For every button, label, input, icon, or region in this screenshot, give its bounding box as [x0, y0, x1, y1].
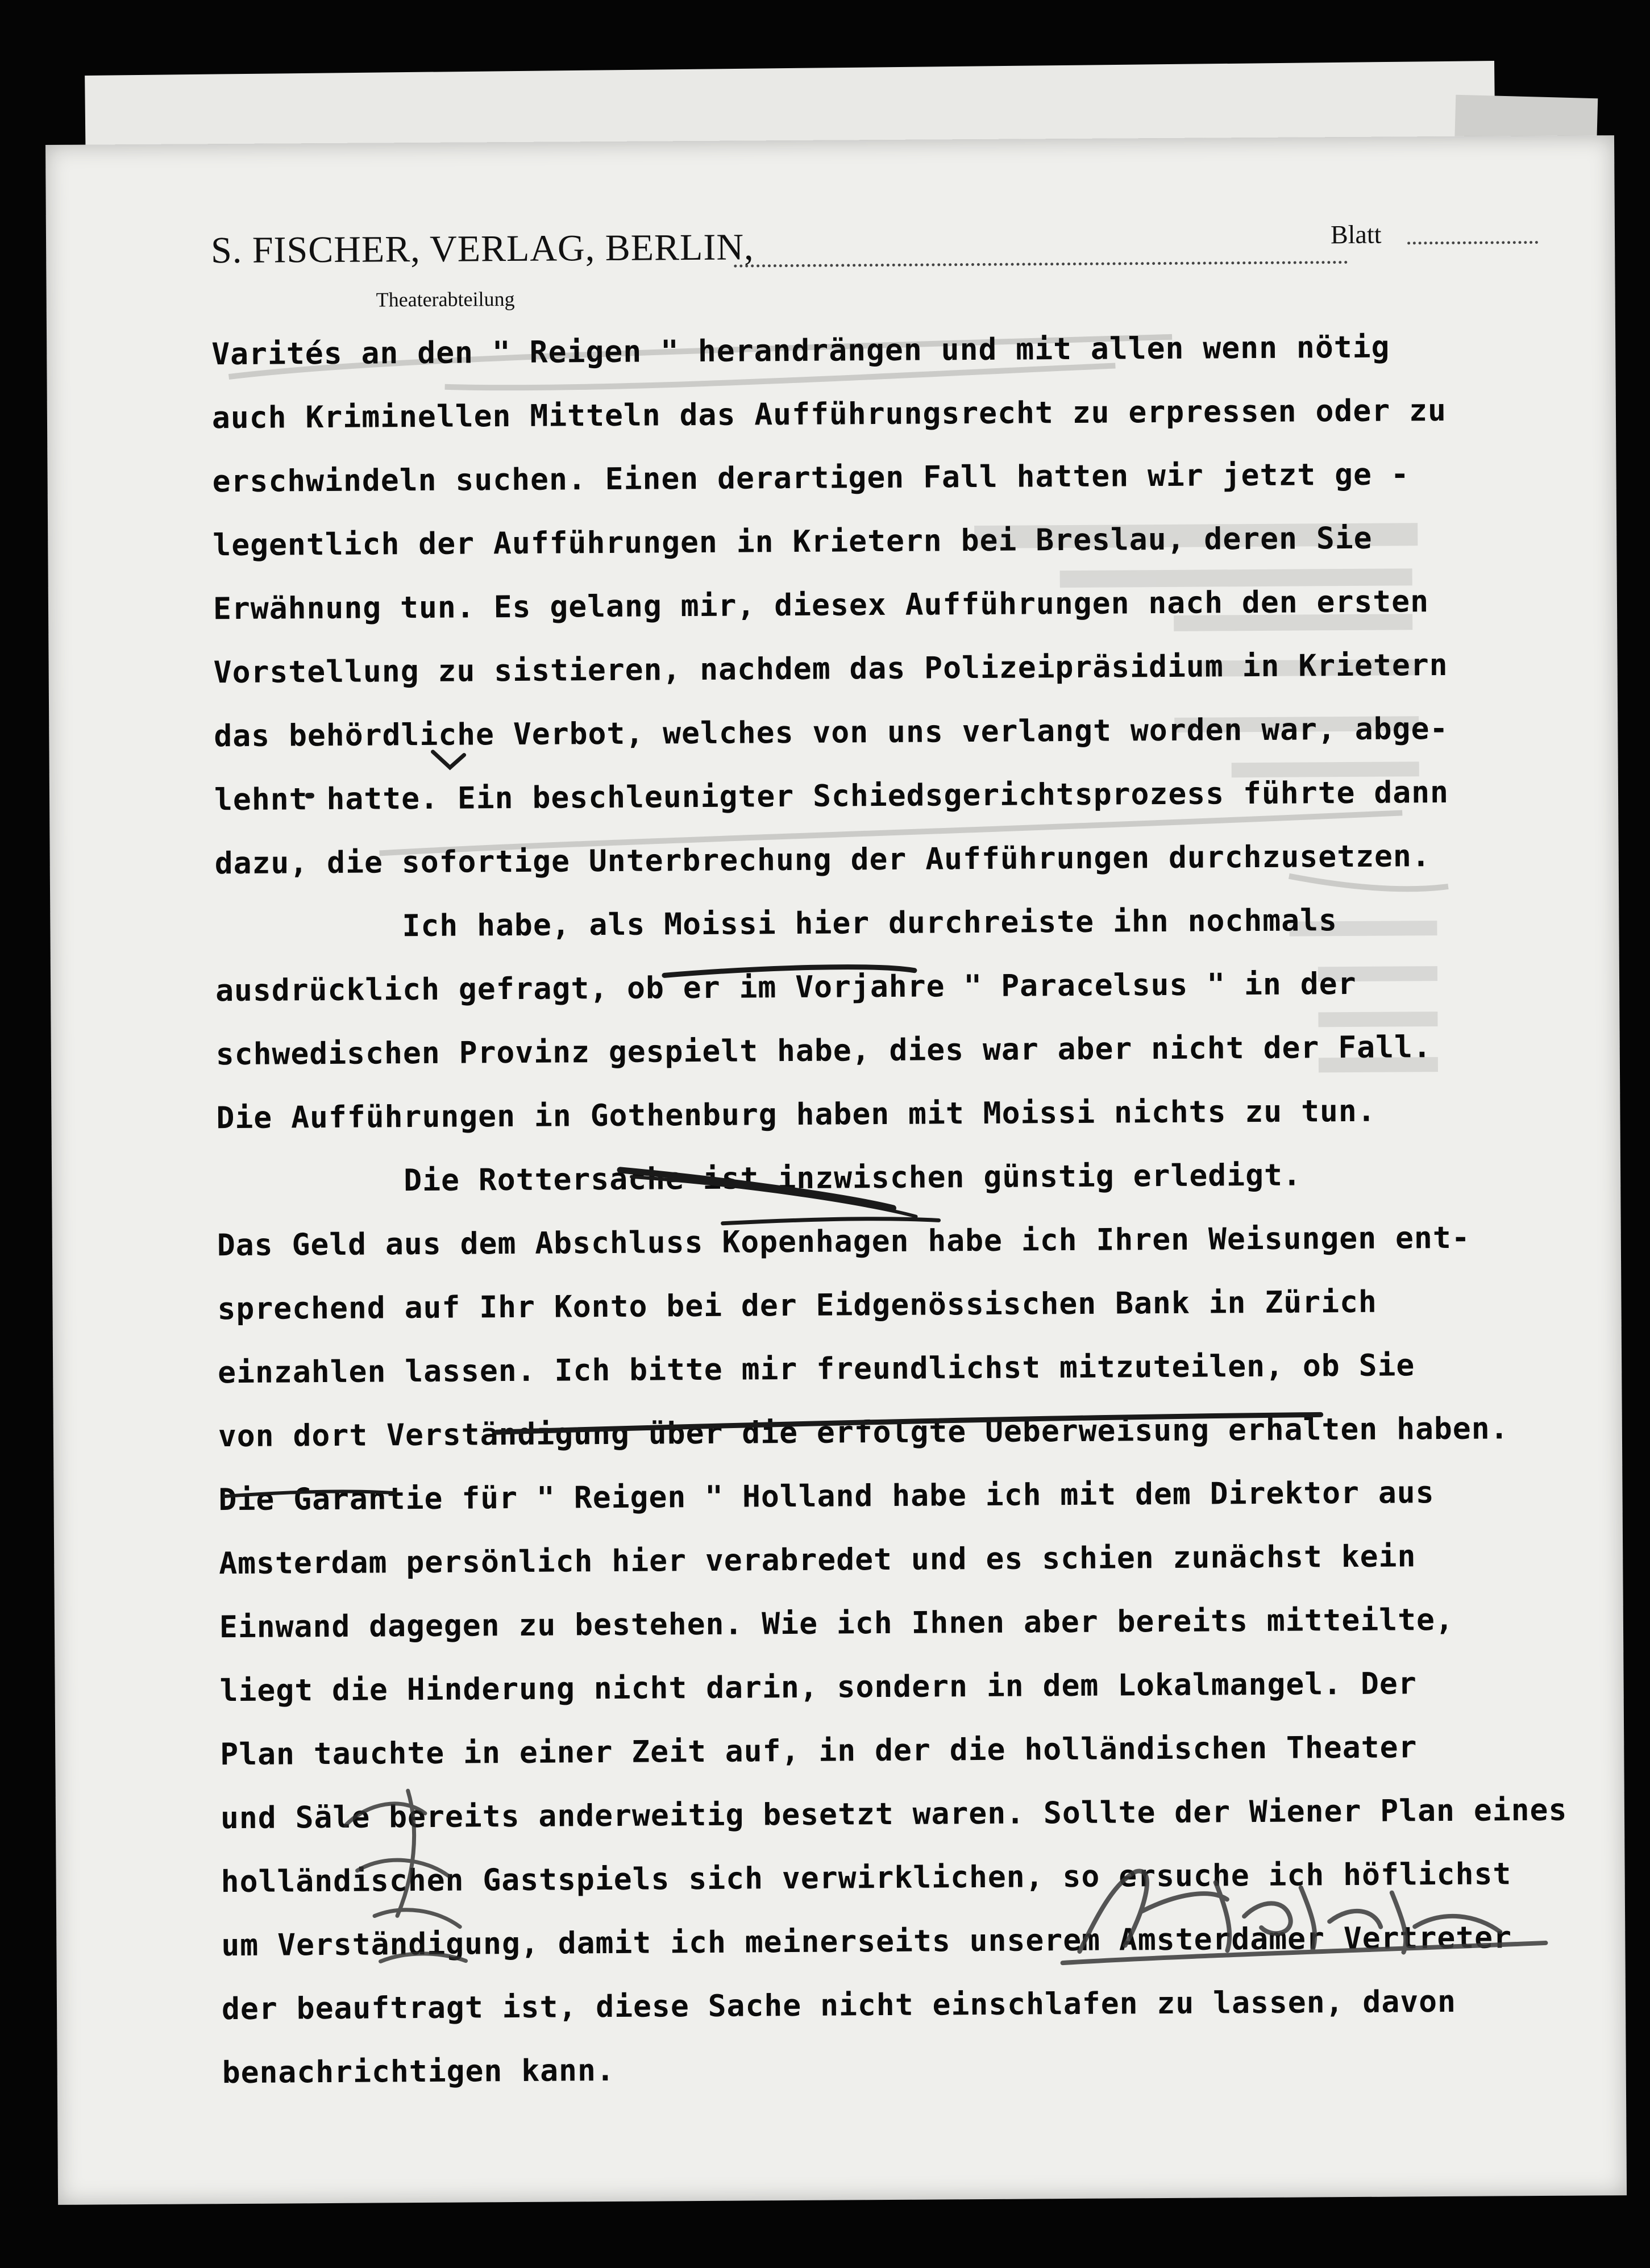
body-line: Die Garantie für " Reigen " Holland habe ich mit dem Direktor aus: [218, 1475, 1435, 1518]
body-line: legentlich der Aufführungen in Krietern bei Breslau, deren Sie: [213, 521, 1373, 563]
department-name: Theaterabteilung: [376, 287, 515, 311]
body-line: erschwindeln suchen. Einen derartigen Fall hatten wir jetzt ge -: [212, 457, 1410, 500]
sheet-label: Blatt: [1330, 219, 1382, 249]
body-line: Die Aufführungen in Gothenburg haben mit Moissi nichts zu tun.: [216, 1093, 1376, 1136]
body-line: von dort Verständigung über die erfolgte Ueberweisung erhalten haben.: [218, 1411, 1509, 1454]
sheet-number-dotted-line: [1407, 241, 1538, 244]
body-line: Vorstellung zu sistieren, nachdem das Polizeipräsidium in Krietern: [213, 647, 1448, 690]
handwritten-signature: [1045, 1846, 1557, 1974]
body-line: lehnt hatte. Ein beschleunigter Schiedsgerichtsprozess führte dann: [214, 775, 1449, 818]
body-line: auch Kriminellen Mitteln das Aufführungsrecht zu erpressen oder zu: [211, 393, 1447, 436]
letter-body: [211, 328, 1604, 2091]
body-line: Varités an den " Reigen " herandrängen und mit allen wenn nötig: [211, 330, 1390, 372]
margin-pencil-scrawl: [323, 1779, 494, 1984]
body-line: dazu, die sofortige Unterbrechung der Aufführungen durchzusetzen.: [214, 839, 1431, 881]
body-line: liegt die Hinderung nicht darin, sondern in dem Lokalmangel. Der: [219, 1666, 1417, 1709]
body-line: ausdrücklich gefragt, ob er im Vorjahre " Paracelsus " in der: [215, 966, 1357, 1009]
body-line: schwedischen Provinz gespielt habe, dies war aber nicht der Fall.: [215, 1030, 1432, 1072]
body-line: Amsterdam persönlich hier verabredet und es schien zunächst kein: [219, 1539, 1416, 1582]
body-line: das behördliche Verbot, welches von uns verlangt worden war, abge-: [214, 711, 1449, 754]
body-line: sprechend auf Ihr Konto bei der Eidgenössischen Bank in Zürich: [217, 1284, 1378, 1327]
body-line: Erwähnung tun. Es gelang mir, diesex Aufführungen nach den ersten: [213, 584, 1429, 627]
publisher-name: S. FISCHER, VERLAG, BERLIN,: [210, 226, 754, 272]
letterhead: [211, 187, 1576, 326]
body-line: der beauftragt ist, diese Sache nicht einschlafen zu lassen, davon: [221, 1984, 1457, 2027]
body-line: Einwand dagegen zu bestehen. Wie ich Ihnen aber bereits mitteilte,: [219, 1602, 1454, 1645]
body-line: Die Rottersache ist inzwischen günstig erledigt.: [216, 1158, 1302, 1200]
bleed-through-marks: [205, 250, 1461, 1167]
body-line: Plan tauchte in einer Zeit auf, in der die holländischen Theater: [220, 1730, 1418, 1772]
letterhead-dotted-line: [734, 261, 1348, 268]
body-line: um Verständigung, damit ich meinerseits unserem Amsterdamer Vertreter: [221, 1920, 1512, 1963]
body-line: einzahlen lassen. Ich bitte mir freundlichst mitzuteilen, ob Sie: [218, 1348, 1415, 1391]
letter-page: [45, 135, 1627, 2205]
body-line: holländischen Gastspiels sich verwirklichen, so ersuche ich höflichst: [221, 1857, 1512, 1900]
body-line: Das Geld aus dem Abschluss Kopenhagen habe ich Ihren Weisungen ent-: [217, 1220, 1470, 1263]
body-line: Ich habe, als Moissi hier durchreiste ihn nochmals: [215, 903, 1338, 945]
body-line: und Säle bereits anderweitig besetzt waren. Sollte der Wiener Plan eines: [220, 1792, 1568, 1836]
body-line: benachrichtigen kann.: [222, 2053, 615, 2091]
